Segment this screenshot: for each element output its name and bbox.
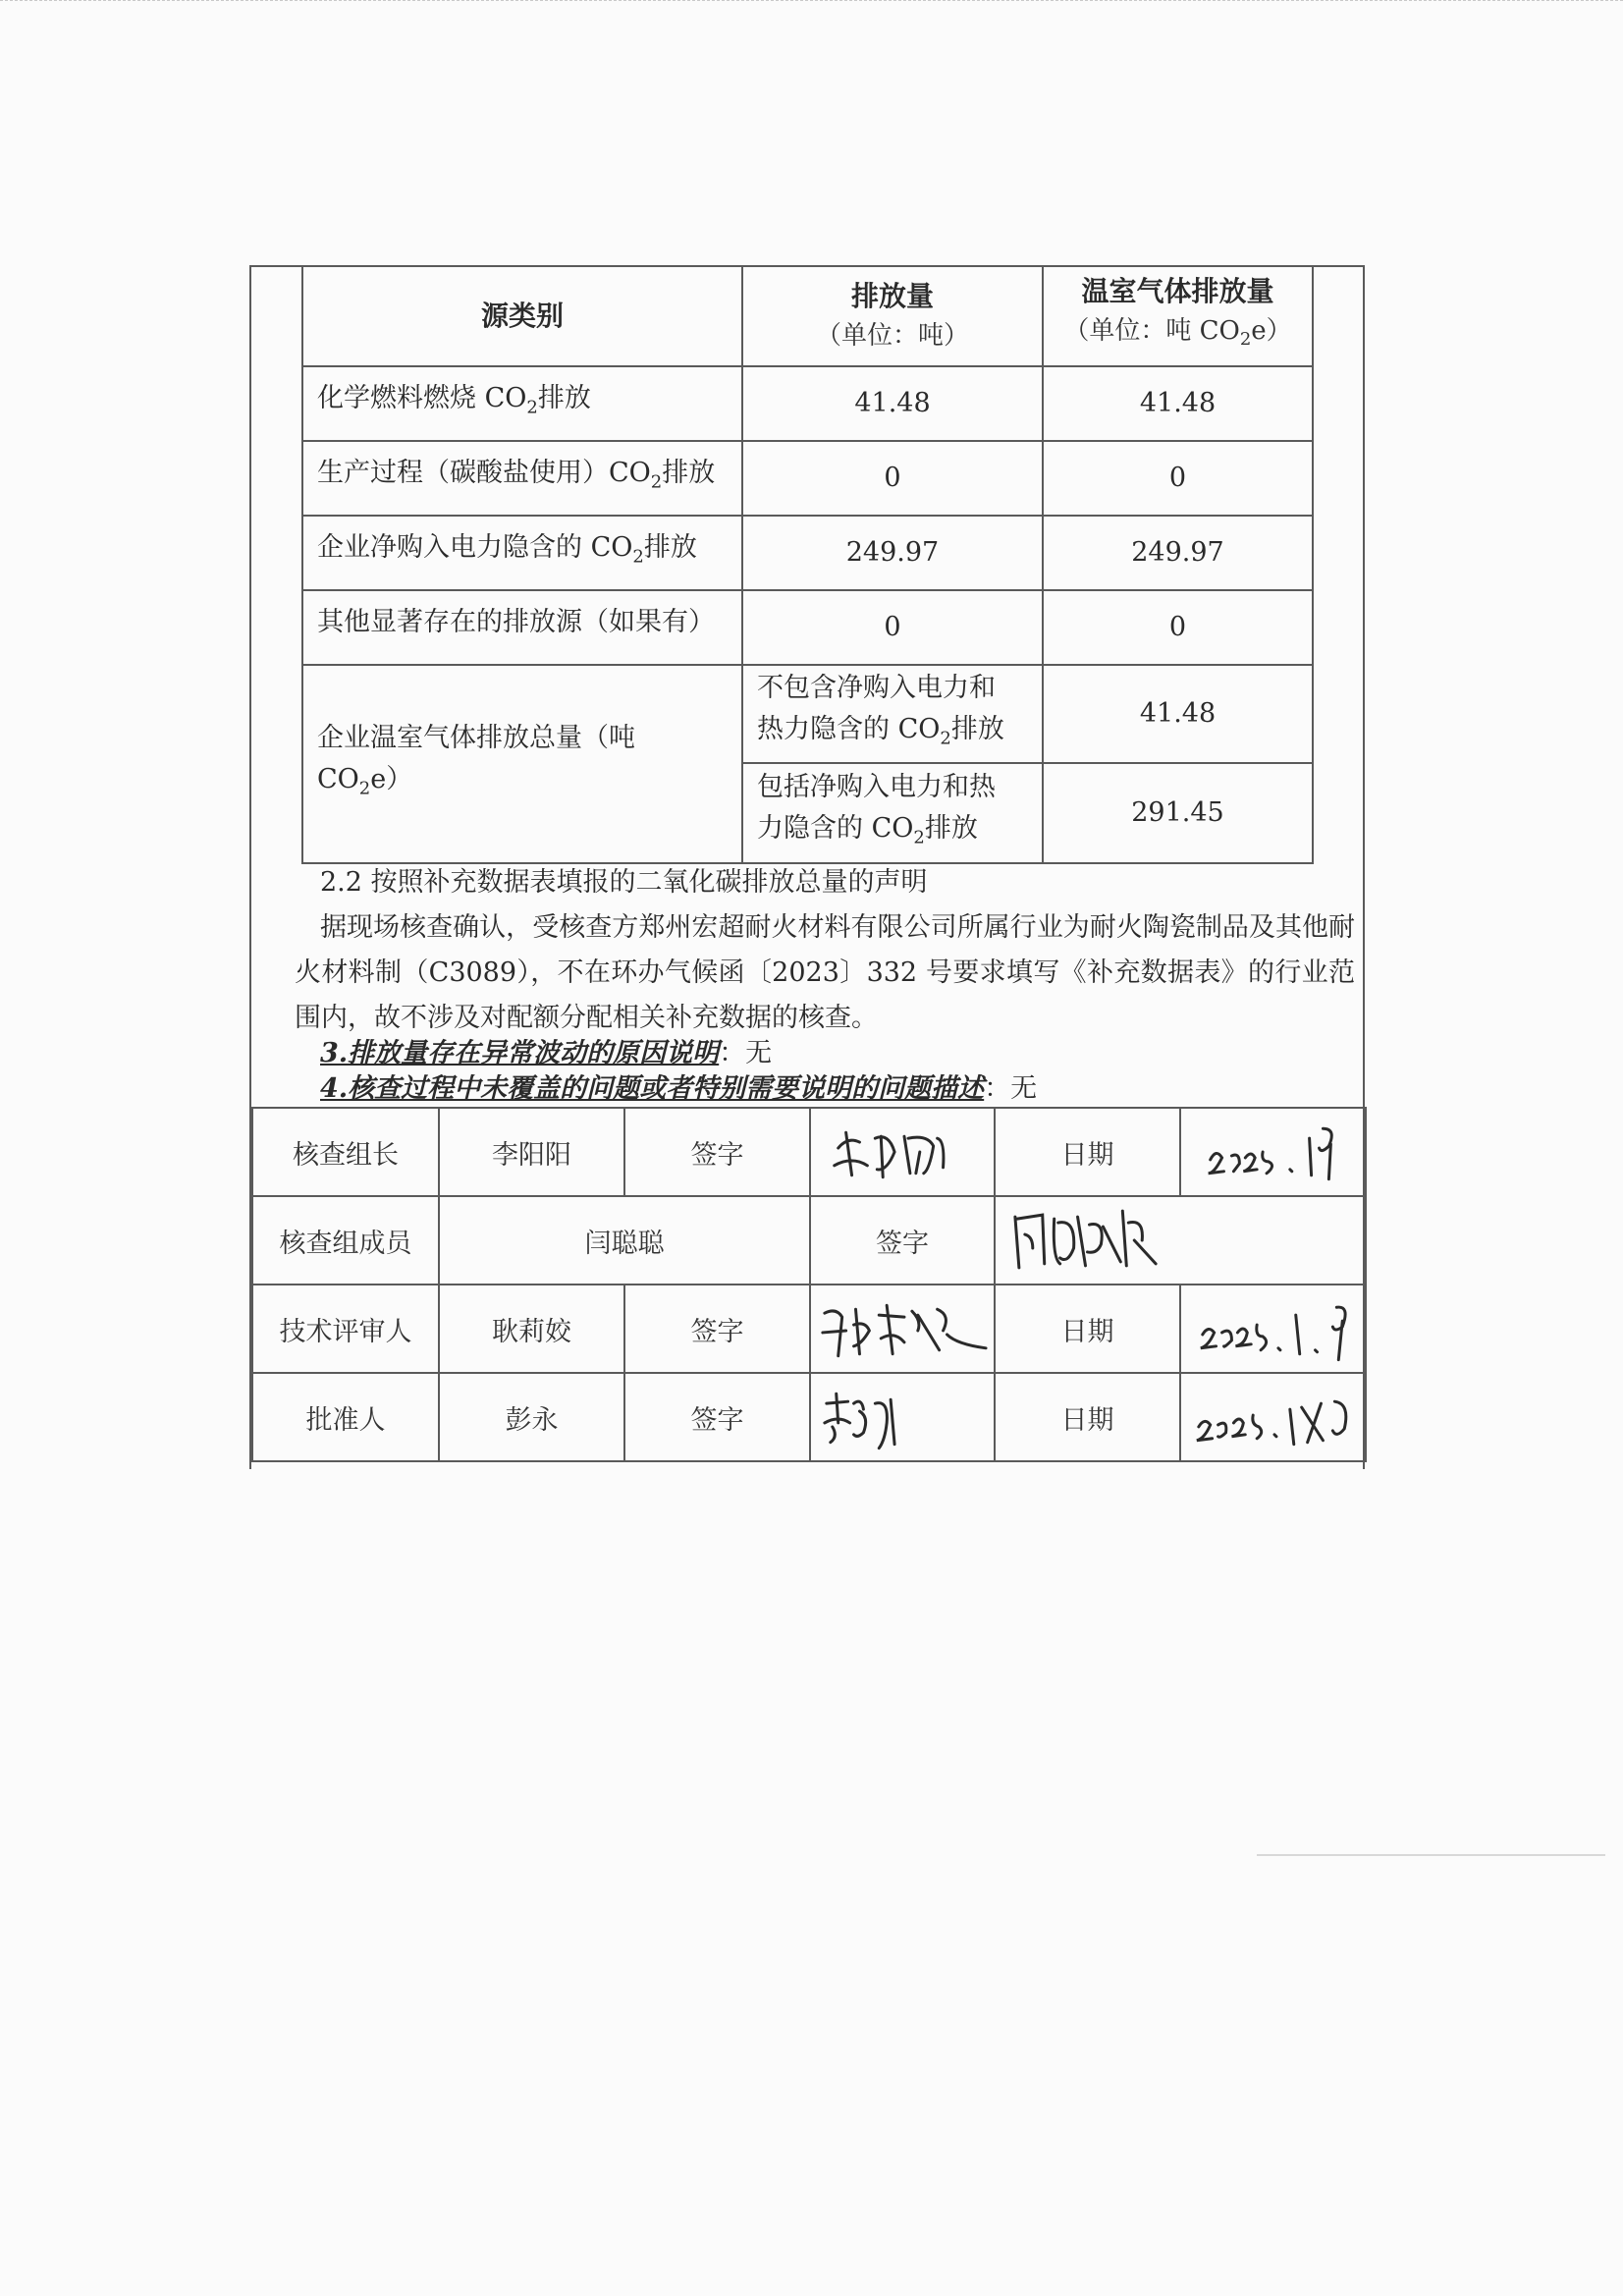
handwritten-date-icon	[1181, 1374, 1365, 1460]
row-ghg: 41.48	[1043, 366, 1313, 441]
sign-label: 签字	[810, 1196, 995, 1285]
role-cell: 批准人	[252, 1373, 439, 1461]
role-cell: 技术评审人	[252, 1285, 439, 1373]
sign-label: 签字	[624, 1108, 810, 1196]
date-leader	[1180, 1108, 1366, 1196]
table-row	[302, 441, 1313, 516]
role-cell: 核查组长	[252, 1108, 439, 1196]
row-ghg: 0	[1043, 441, 1313, 516]
total-label: 企业温室气体排放总量（吨 $CO_2e$）	[302, 665, 742, 863]
row-emission: 249.97	[742, 516, 1043, 590]
scan-edge	[0, 0, 1623, 15]
section-2-2-heading: 2.2 按照补充数据表填报的二氧化碳排放总量的声明	[320, 867, 928, 898]
emissions-table	[301, 265, 1314, 864]
row-label: 生产过程（碳酸盐使用）$CO_2$排放	[302, 441, 742, 516]
header-source-type: 源类别	[302, 266, 742, 366]
scan-artifact-line	[1257, 1854, 1605, 1856]
sign-label: 签字	[624, 1285, 810, 1373]
row-ghg: 249.97	[1043, 516, 1313, 590]
handwritten-signature-icon	[811, 1374, 994, 1460]
section-3-value: ：无	[719, 1038, 773, 1068]
header-ghg	[1043, 266, 1313, 366]
signoff-row-leader	[252, 1108, 1366, 1196]
role-cell: 核查组成员	[252, 1196, 439, 1285]
section-2-2-body: 据现场核查确认，受核查方郑州宏超耐火材料有限公司所属行业为耐火陶瓷制品及其他耐火材料制（C3089），不在环办气候函〔2023〕332 号要求填写《补充数据表》的行业范围内，故不涉及对配额分配相关补充数据的核查。	[295, 912, 1355, 1033]
table-row	[302, 516, 1313, 590]
row-emission: 0	[742, 441, 1043, 516]
total-excl-value: 41.48	[1043, 665, 1313, 763]
header-emission-unit: （单位：吨）	[815, 321, 969, 351]
signoff-row-member	[252, 1196, 1366, 1285]
handwritten-date-icon	[1181, 1285, 1365, 1372]
signature-approver	[810, 1373, 995, 1461]
table-row	[302, 366, 1313, 441]
total-incl-value: 291.45	[1043, 763, 1313, 863]
row-label: 化学燃料燃烧 $CO_2$排放	[302, 366, 742, 441]
signoff-row-reviewer	[252, 1285, 1366, 1373]
date-reviewer	[1180, 1285, 1366, 1373]
header-emission-title: 排放量	[850, 280, 934, 312]
header-emission	[742, 266, 1043, 366]
signature-leader	[810, 1108, 995, 1196]
handwritten-date-icon	[1181, 1109, 1365, 1195]
signature-reviewer	[810, 1285, 995, 1373]
date-label: 日期	[995, 1373, 1180, 1461]
handwritten-signature-icon	[811, 1285, 994, 1372]
signoff-table	[251, 1107, 1367, 1462]
signoff-row-approver	[252, 1373, 1366, 1461]
name-cell: 耿莉姣	[439, 1285, 624, 1373]
date-label: 日期	[995, 1285, 1180, 1373]
total-excl-label: 不包含净购入电力和 热力隐含的 $CO_2$排放	[742, 665, 1043, 763]
section-3-heading: 3.排放量存在异常波动的原因说明	[320, 1038, 720, 1068]
date-label: 日期	[995, 1108, 1180, 1196]
name-cell: 闫聪聪	[439, 1196, 810, 1285]
sign-label: 签字	[624, 1373, 810, 1461]
header-ghg-title: 温室气体排放量	[1081, 275, 1274, 308]
row-ghg: 0	[1043, 590, 1313, 665]
row-label: 其他显著存在的排放源（如果有）	[302, 590, 742, 665]
date-approver	[1180, 1373, 1366, 1461]
row-label: 企业净购入电力隐含的 $CO_2$排放	[302, 516, 742, 590]
signature-member	[995, 1196, 1366, 1285]
section-4-heading: 4.核查过程中未覆盖的问题或者特别需要说明的问题描述	[320, 1073, 985, 1104]
section-4-value: ：无	[984, 1073, 1038, 1104]
header-ghg-unit: （单位：吨 $CO_2e$）	[1063, 316, 1292, 351]
row-emission: 0	[742, 590, 1043, 665]
section-4	[295, 1066, 1380, 1112]
table-row-total-excl	[302, 665, 1313, 763]
name-cell: 李阳阳	[439, 1108, 624, 1196]
row-emission: 41.48	[742, 366, 1043, 441]
handwritten-signature-icon	[811, 1109, 994, 1195]
table-row	[302, 590, 1313, 665]
total-incl-label: 包括净购入电力和热 力隐含的 $CO_2$排放	[742, 763, 1043, 863]
handwritten-signature-icon	[996, 1197, 1365, 1284]
name-cell: 彭永	[439, 1373, 624, 1461]
